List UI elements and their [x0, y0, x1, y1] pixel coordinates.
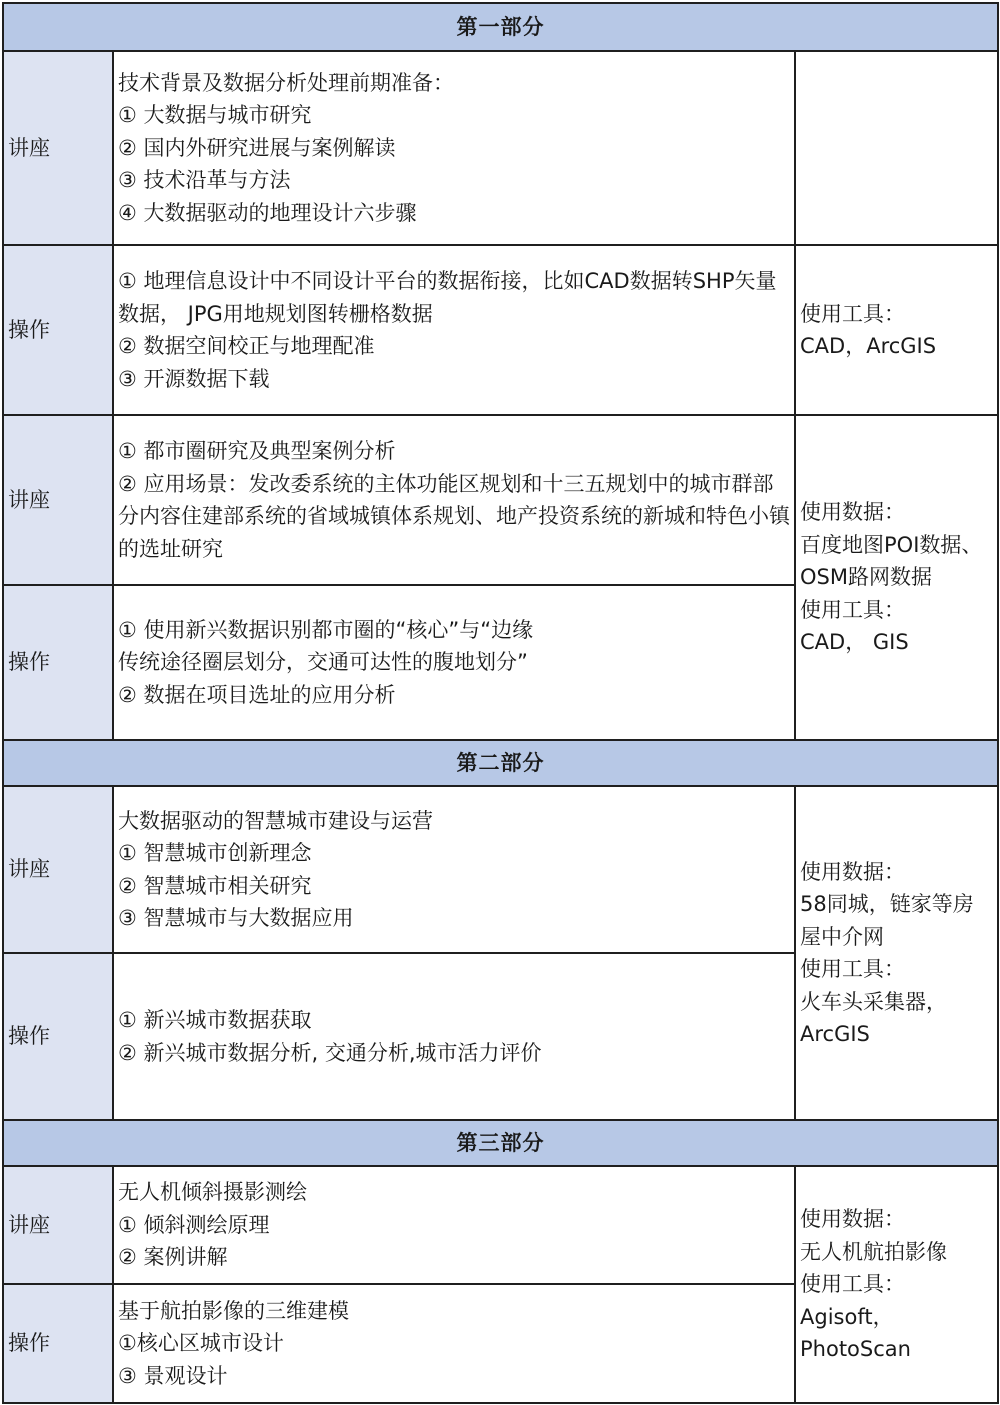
content-line: 基于航拍影像的三维建模 — [118, 1298, 349, 1323]
content-line: ② 新兴城市数据分析, 交通分析,城市活力评价 — [118, 1040, 542, 1065]
section-title: 第一部分 — [3, 3, 998, 51]
content-line: ③ 开源数据下载 — [118, 366, 270, 391]
content-line: ① 使用新兴数据识别都市圈的“核心”与“边缘 — [118, 617, 534, 642]
section-title: 第二部分 — [3, 740, 998, 786]
content-line: ① 地理信息设计中不同设计平台的数据衔接，比如CAD数据转SHP矢量数据， JPG用地规划图转栅格数据 — [118, 269, 777, 326]
note-line: 58同城，链家等房 — [800, 892, 974, 916]
session-content-cell — [113, 585, 795, 740]
content-line: ③ 景观设计 — [118, 1363, 228, 1388]
table-row — [3, 415, 998, 585]
content-line: ①核心区城市设计 — [118, 1331, 284, 1356]
session-content-cell — [113, 1284, 795, 1403]
session-type-cell: 讲座 — [3, 415, 113, 585]
note-line: 使用数据： — [800, 1207, 905, 1232]
note-line: 使用工具： — [800, 957, 905, 981]
section-header-row — [3, 740, 998, 786]
course-outline-table — [2, 2, 999, 1404]
tools-data-cell — [795, 245, 998, 415]
content-line: ② 数据在项目选址的应用分析 — [118, 682, 396, 707]
note-line: ArcGIS — [800, 1022, 870, 1046]
tools-data-cell — [795, 51, 998, 245]
content-line: ② 数据空间校正与地理配准 — [118, 334, 375, 358]
session-type-cell: 讲座 — [3, 1166, 113, 1284]
table-row — [3, 245, 998, 415]
note-line: 百度地图POI数据、 — [800, 532, 983, 557]
note-line: 使用工具： — [800, 301, 905, 326]
content-line: 传统途径圈层划分，交通可达性的腹地划分” — [118, 650, 528, 675]
content-line: 技术背景及数据分析处理前期准备： — [118, 70, 454, 95]
note-line: 火车头采集器， — [800, 989, 947, 1014]
table-row — [3, 1166, 998, 1284]
note-line: PhotoScan — [800, 1337, 911, 1362]
content-line: ② 应用场景：发改委系统的主体功能区规划和十三五规划中的城市群部分内容住建部系统的省域城镇体系规划、地产投资系统的新城和特色小镇的选址研究 — [118, 471, 790, 561]
note-line: OSM路网数据 — [800, 565, 932, 590]
note-line: 无人机航拍影像 — [800, 1239, 947, 1264]
table-row — [3, 51, 998, 245]
content-line: ④ 大数据驱动的地理设计六步骤 — [118, 200, 417, 225]
tools-data-cell — [795, 415, 998, 740]
note-line: 使用工具： — [800, 597, 905, 622]
session-content-cell — [113, 415, 795, 585]
content-line: ① 都市圈研究及典型案例分析 — [118, 439, 396, 463]
content-line: ② 国内外研究进展与案例解读 — [118, 135, 396, 160]
content-line: ② 案例讲解 — [118, 1245, 228, 1270]
content-line: ③ 智慧城市与大数据应用 — [118, 906, 354, 930]
session-type-cell: 操作 — [3, 1284, 113, 1403]
content-line: ① 倾斜测绘原理 — [118, 1212, 270, 1237]
content-line: 大数据驱动的智慧城市建设与运营 — [118, 808, 433, 833]
content-line: ② 智慧城市相关研究 — [118, 873, 312, 898]
tools-data-cell — [795, 1166, 998, 1403]
session-type-cell: 操作 — [3, 585, 113, 740]
section-header-row — [3, 3, 998, 51]
session-content-cell — [113, 245, 795, 415]
note-line: 使用工具： — [800, 1272, 905, 1297]
table-row — [3, 786, 998, 953]
session-type-cell: 讲座 — [3, 786, 113, 953]
tools-data-cell — [795, 786, 998, 1120]
note-line: CAD， GIS — [800, 630, 909, 655]
session-content-cell — [113, 1166, 795, 1284]
section-header-row — [3, 1120, 998, 1166]
content-line: ① 新兴城市数据获取 — [118, 1008, 312, 1032]
note-line: 屋中介网 — [800, 924, 884, 949]
session-content-cell — [113, 786, 795, 953]
note-line: 使用数据： — [800, 859, 905, 884]
note-line: CAD，ArcGIS — [800, 334, 937, 358]
note-line: Agisoft， — [800, 1304, 894, 1329]
session-content-cell — [113, 51, 795, 245]
content-line: ③ 技术沿革与方法 — [118, 168, 291, 193]
content-line: 无人机倾斜摄影测绘 — [118, 1180, 307, 1205]
session-content-cell — [113, 953, 795, 1120]
session-type-cell: 操作 — [3, 245, 113, 415]
section-title: 第三部分 — [3, 1120, 998, 1166]
content-line: ① 智慧城市创新理念 — [118, 841, 312, 865]
content-line: ① 大数据与城市研究 — [118, 103, 312, 128]
session-type-cell: 操作 — [3, 953, 113, 1120]
note-line: 使用数据： — [800, 500, 905, 525]
session-type-cell: 讲座 — [3, 51, 113, 245]
